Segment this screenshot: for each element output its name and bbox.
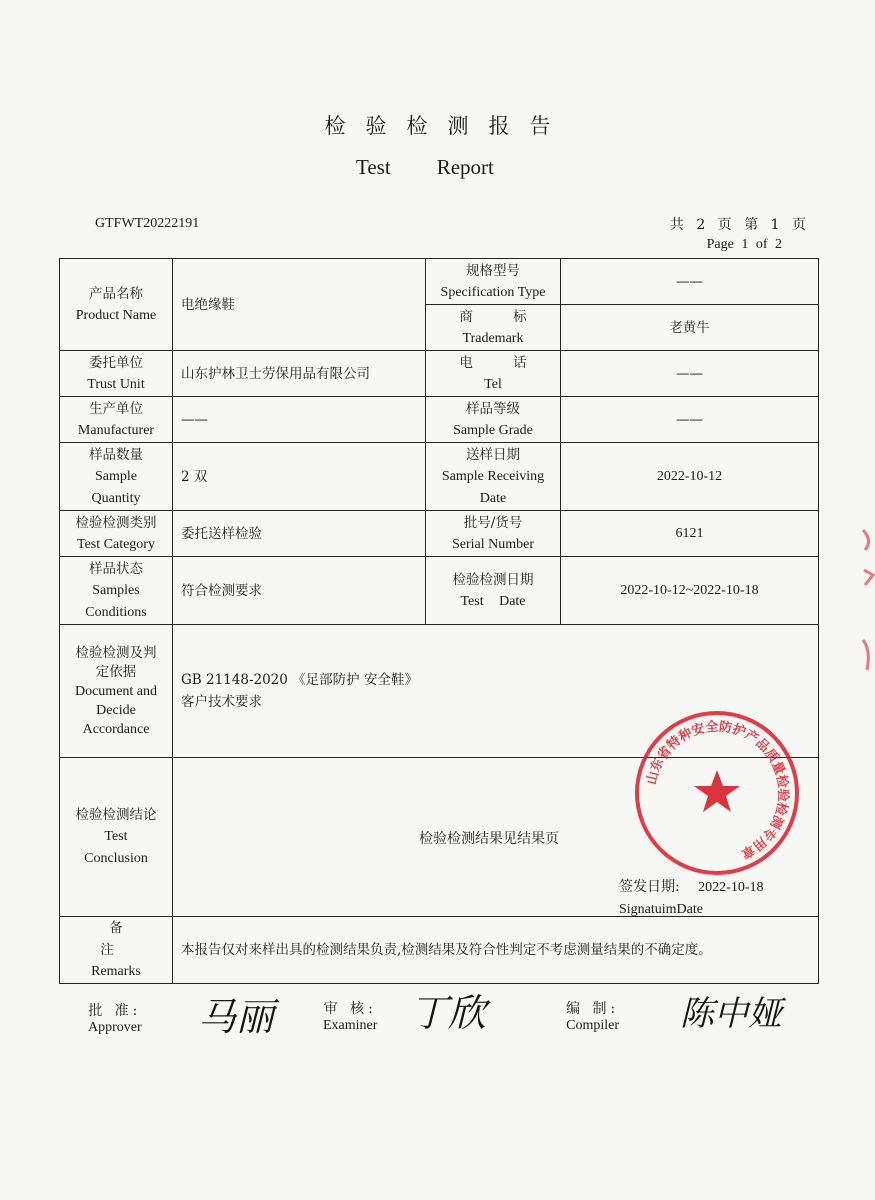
receiving-date-label: 送样日期 Sample Receiving Date: [426, 443, 561, 511]
approver-signature: 马丽: [198, 995, 275, 1039]
sign-date-value: 2022-10-18: [698, 880, 764, 895]
page-indicator-cn: 共 2 页 第 1 页: [669, 217, 810, 233]
document-label: 检验检测及判 定依据 Document and Decide Accordance: [60, 625, 173, 758]
report-title-cn: 检验检测报告: [324, 114, 571, 138]
seal-star-icon: [694, 770, 740, 812]
sample-grade-label: 样品等级 Sample Grade: [426, 397, 561, 443]
product-name-value: 电绝缘鞋: [173, 259, 426, 351]
examiner-signature: 丁欣: [410, 991, 487, 1035]
test-category-value: 委托送样检验: [173, 511, 426, 557]
serial-number-label: 批号/货号 Serial Number: [426, 511, 561, 557]
seal-text: 山东省特种安全防护产品质量检验检测专用章: [644, 719, 791, 861]
sample-grade-value: ——: [561, 397, 819, 443]
signature-footer: [0, 988, 875, 1048]
approver-role: 批 准: Approver: [88, 1003, 142, 1035]
test-date-value: 2022-10-12~2022-10-18: [561, 557, 819, 625]
edge-stamp-fragment: [861, 520, 875, 700]
tel-label: 电 话 Tel: [426, 351, 561, 397]
trademark-label: 商 标 Trademark: [426, 305, 561, 351]
page-indicator-en: Page 1 of 2: [706, 237, 782, 252]
conclusion-text: 检验检测结果见结果页: [419, 831, 559, 847]
compiler-signature: 陈中娅: [680, 994, 782, 1034]
product-name-label: 产品名称 Product Name: [60, 259, 173, 351]
receiving-date-value: 2022-10-12: [561, 443, 819, 511]
examiner-role: 审 核: Examiner: [323, 1001, 378, 1033]
sample-quantity-value: 2 双: [173, 443, 426, 511]
remarks-value: 本报告仅对来样出具的检测结果负责,检测结果及符合性判定不考虑测量结果的不确定度。: [173, 917, 819, 984]
conclusion-label: 检验检测结论 Test Conclusion: [60, 758, 173, 917]
trust-unit-label: 委托单位 Trust Unit: [60, 351, 173, 397]
trademark-value: 老黄牛: [561, 305, 819, 351]
test-category-label: 检验检测类别 Test Category: [60, 511, 173, 557]
manufacturer-label: 生产单位 Manufacturer: [60, 397, 173, 443]
sample-quantity-label: 样品数量 Sample Quantity: [60, 443, 173, 511]
title-en-test: Test: [356, 155, 391, 179]
serial-number-value: 6121: [561, 511, 819, 557]
manufacturer-value: ——: [173, 397, 426, 443]
spec-type-label: 规格型号 Specification Type: [426, 259, 561, 305]
test-date-label: 检验检测日期 Test Date: [426, 557, 561, 625]
sign-date-label-en: SignatuimDate: [619, 902, 703, 917]
sign-date: [619, 876, 764, 921]
title-en-report: Report: [436, 155, 494, 179]
tel-value: ——: [561, 351, 819, 397]
sign-date-label: 签发日期:: [619, 879, 680, 895]
document-value: GB 21148-2020 《足部防护 安全鞋》 客户技术要求: [173, 625, 819, 758]
samples-conditions-label: 样品状态 Samples Conditions: [60, 557, 173, 625]
remarks-label: 备 注 Remarks: [60, 917, 173, 984]
samples-conditions-value: 符合检测要求: [173, 557, 426, 625]
report-title-en: [356, 155, 494, 180]
spec-type-value: ——: [561, 259, 819, 305]
report-number: GTFWT20222191: [95, 216, 200, 231]
trust-unit-value: 山东护林卫士劳保用品有限公司: [173, 351, 426, 397]
compiler-role: 编 制: Compiler: [566, 1001, 620, 1033]
official-seal-stamp: [632, 708, 802, 878]
